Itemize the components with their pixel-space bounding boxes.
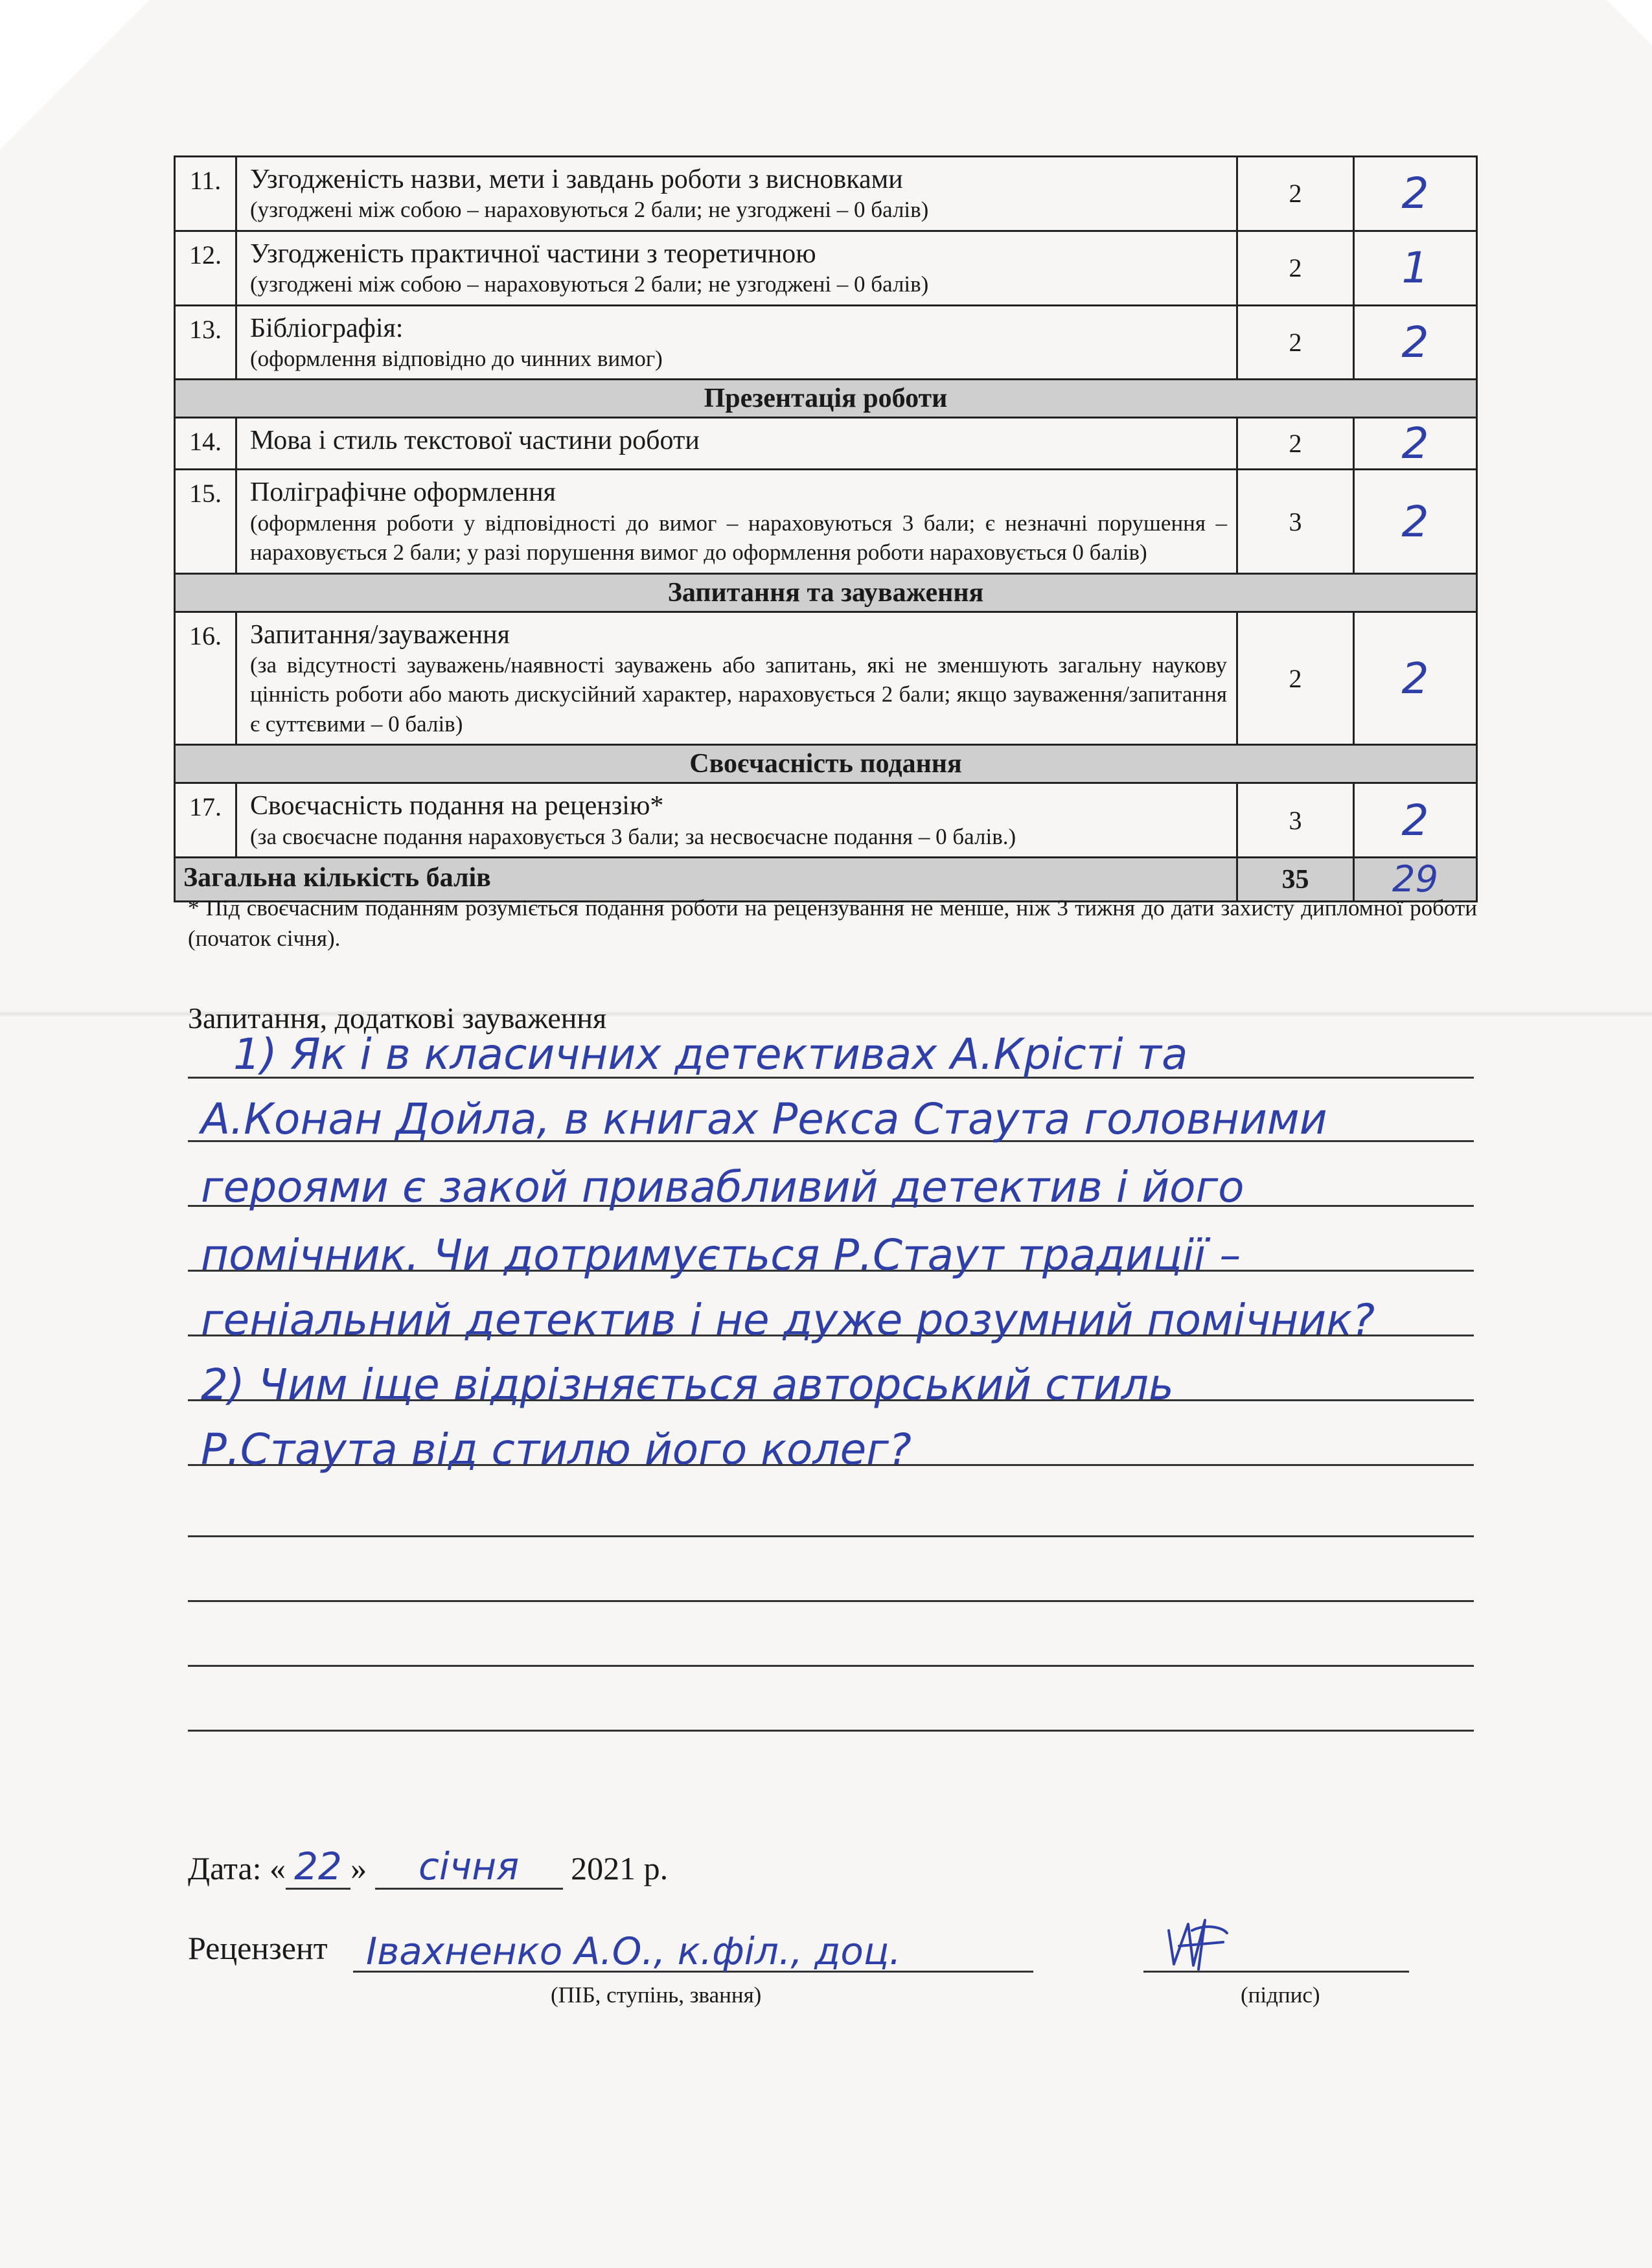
criterion-note: (узгоджені між собою – нараховуються 2 бали; не узгоджені – 0 балів) (250, 197, 929, 223)
criterion-note: (за відсутності зауважень/наявності зауважень або запитань, які не зменшують загальну наукову цінність роботи або мають дискусійний характер, нараховується 2 бали; якщо зауваження/запитання є суттєвими – 0 балів) (250, 652, 1227, 737)
footnote: * Під своєчасним поданням розуміється подання роботи на рецензування не менше, ніж 3 тижня до дати захисту дипломної роботи (початок січня). (188, 895, 1477, 952)
row-number: 13. (175, 305, 236, 380)
remarks-line (188, 1665, 1474, 1667)
awarded-points: 2 (1401, 418, 1429, 469)
table-row (175, 157, 1477, 231)
handwritten-remark-line: А.Конан Дойла, в книгах Рекса Стаута головними (201, 1094, 1327, 1144)
criterion-title: Узгодженість практичної частини з теоретичною (250, 238, 816, 269)
section-header (175, 573, 1477, 612)
table-row (175, 231, 1477, 305)
criterion-note: (оформлення роботи у відповідності до вимог – нараховуються 3 бали; є незначні порушення – нараховується 2 бали; у разі порушення вимог до оформлення роботи нараховується 0 балів) (250, 510, 1227, 566)
max-points: 2 (1237, 305, 1354, 380)
criterion-title: Мова і стиль текстової частини роботи (250, 426, 700, 456)
table-row (175, 783, 1477, 858)
reviewer-name-caption: (ПІБ, ступінь, звання) (551, 1982, 762, 2008)
signature-caption: (підпис) (1241, 1982, 1320, 2008)
awarded-points: 2 (1401, 168, 1429, 219)
section-header (175, 745, 1477, 783)
awarded-points: 2 (1401, 496, 1429, 547)
table-row (175, 612, 1477, 745)
date-day: 22 (294, 1844, 342, 1888)
row-number: 16. (175, 612, 236, 745)
section-title: Своєчасність подання (175, 745, 1477, 783)
row-number: 11. (175, 157, 236, 231)
date-mid: » (350, 1850, 367, 1886)
folded-corner-right (1607, 0, 1652, 45)
max-points: 2 (1237, 157, 1354, 231)
awarded-points: 2 (1401, 795, 1429, 845)
reviewer-name: Івахненко А.О., к.філ., доц. (366, 1929, 901, 1973)
max-points: 2 (1237, 612, 1354, 745)
remarks-title: Запитання, додаткові зауваження (188, 1002, 607, 1035)
handwritten-remark-line: 2) Чим іще відрізняється авторський стиль (201, 1360, 1174, 1410)
max-points: 3 (1237, 470, 1354, 573)
handwritten-remark-line: героями є закой привабливий детектив і його (201, 1162, 1245, 1212)
criterion-title: Поліграфічне оформлення (250, 477, 556, 508)
awarded-points: 2 (1401, 653, 1429, 704)
criterion-title: Своєчасність подання на рецензію* (250, 791, 664, 821)
total-max-points: 35 (1237, 858, 1354, 902)
row-number: 14. (175, 418, 236, 470)
criterion-note: (оформлення відповідно до чинних вимог) (250, 345, 663, 371)
date-year: 2021 р. (571, 1850, 669, 1886)
handwritten-remark-line: геніальний детектив і не дуже розумний помічник? (201, 1295, 1375, 1345)
criterion-title: Узгодженість назви, мети і завдань роботи з висновками (250, 165, 903, 194)
grading-table (174, 155, 1478, 902)
criterion-note: (за своєчасне подання нараховується 3 бали; за несвоєчасне подання – 0 балів.) (250, 823, 1016, 849)
section-title: Запитання та зауваження (175, 573, 1477, 612)
criterion-title: Запитання/зауваження (250, 619, 510, 650)
date-prefix: Дата: « (188, 1850, 286, 1886)
total-awarded-points: 29 (1392, 858, 1439, 901)
awarded-points: 2 (1401, 317, 1429, 367)
section-header (175, 380, 1477, 418)
criterion-note: (узгоджені між собою – нараховуються 2 бали; не узгоджені – 0 балів) (250, 271, 929, 297)
row-number: 15. (175, 470, 236, 573)
row-number: 12. (175, 231, 236, 305)
table-row (175, 418, 1477, 470)
handwritten-remark-line: помічник. Чи дотримується Р.Стаут традиції – (201, 1230, 1241, 1280)
table-row (175, 470, 1477, 573)
criterion-title: Бібліографія: (250, 313, 404, 343)
max-points: 2 (1237, 231, 1354, 305)
reviewer-label: Рецензент (188, 1930, 328, 1966)
date-month: січня (419, 1844, 520, 1888)
remarks-line (188, 1600, 1474, 1602)
max-points: 3 (1237, 783, 1354, 858)
folded-corner (0, 0, 149, 149)
signature-mark (1160, 1905, 1237, 1982)
table-row (175, 305, 1477, 380)
row-number: 17. (175, 783, 236, 858)
handwritten-remark-line: Р.Стаута від стилю його колег? (201, 1425, 912, 1474)
remarks-line (188, 1730, 1474, 1732)
handwritten-remark-line: 1) Як і в класичних детективах А.Крісті та (233, 1029, 1188, 1079)
awarded-points: 1 (1401, 243, 1429, 293)
max-points: 2 (1237, 418, 1354, 470)
total-label: Загальна кількість балів (175, 858, 1237, 902)
date-field (188, 1846, 668, 1890)
section-title: Презентація роботи (175, 380, 1477, 418)
remarks-line (188, 1535, 1474, 1537)
